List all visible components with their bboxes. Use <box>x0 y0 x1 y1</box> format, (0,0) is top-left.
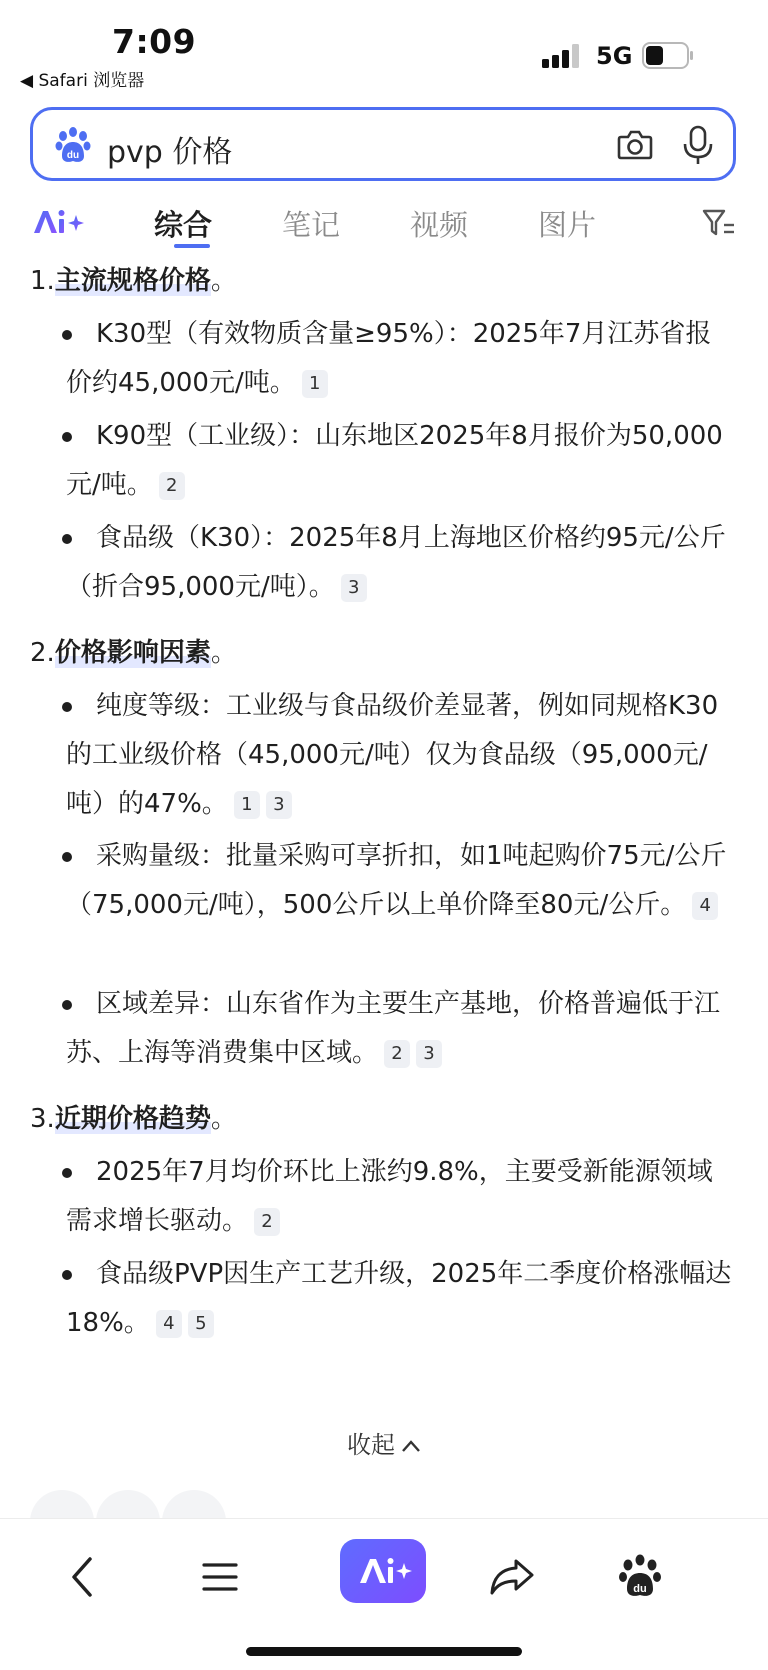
list-item: 区域差异：山东省作为主要生产基地，价格普遍低于江苏、上海等消费集中区域。 2 3 <box>66 980 734 1078</box>
active-tab-indicator <box>174 244 210 248</box>
ai-assistant-button[interactable] <box>340 1539 426 1603</box>
search-bar[interactable] <box>30 107 736 181</box>
answer-action-row <box>30 1490 230 1520</box>
home-indicator[interactable] <box>246 1647 522 1656</box>
svg-text:du: du <box>633 1583 647 1595</box>
camera-icon[interactable] <box>615 125 655 165</box>
citation-badge[interactable]: 2 <box>384 1040 410 1068</box>
citation-badge[interactable]: 4 <box>692 892 718 920</box>
status-time: 7:09 <box>112 22 197 61</box>
list-item: K90型（工业级）：山东地区2025年8月报价为50,000元/吨。 2 <box>66 412 734 510</box>
list-item: K30型（有效物质含量≥95%）：2025年7月江苏省报价约45,000元/吨。 1 <box>66 310 734 408</box>
filter-icon[interactable] <box>702 207 736 239</box>
tab-all[interactable]: 综合 <box>154 208 213 242</box>
svg-text:du: du <box>66 150 80 161</box>
tab-notes[interactable]: 笔记 <box>282 208 341 242</box>
collapse-button[interactable] <box>0 1425 768 1460</box>
battery-icon <box>642 42 694 69</box>
network-type: 5G <box>596 42 633 70</box>
chevron-up-icon <box>401 1439 421 1453</box>
search-tabs <box>0 195 768 255</box>
list-item: 纯度等级：工业级与食品级价差显著，例如同规格K30的工业级价格（45,000元/吨）仅为食品级（95,000元/吨）的47%。 1 3 <box>66 682 734 829</box>
ai-assistant-icon <box>340 1539 426 1603</box>
collapse-label: 收起 <box>347 1431 395 1459</box>
citation-badge[interactable]: 3 <box>266 791 292 819</box>
baidu-paw-icon[interactable] <box>610 1547 670 1607</box>
section-heading: 3.近期价格趋势。 <box>30 1104 237 1134</box>
list-item: 2025年7月均价环比上涨约9.8%，主要受新能源领域需求增长驱动。 2 <box>66 1148 734 1246</box>
citation-badge[interactable]: 2 <box>254 1208 280 1236</box>
citation-badge[interactable]: 3 <box>341 574 367 602</box>
section-heading: 2.价格影响因素。 <box>30 638 237 668</box>
tab-images[interactable]: 图片 <box>538 208 597 242</box>
back-to-safari-link[interactable]: ◀ Safari 浏览器 <box>20 71 145 91</box>
menu-icon[interactable] <box>190 1547 250 1607</box>
citation-badge[interactable]: 4 <box>156 1310 182 1338</box>
back-icon[interactable] <box>54 1547 114 1607</box>
list-item: 食品级PVP因生产工艺升级，2025年二季度价格涨幅达18%。 4 5 <box>66 1250 734 1348</box>
microphone-icon[interactable] <box>681 124 715 166</box>
baidu-paw-icon <box>55 126 91 164</box>
bottom-navigation <box>0 1518 768 1670</box>
citation-badge[interactable]: 2 <box>159 472 185 500</box>
citation-badge[interactable]: 1 <box>302 370 328 398</box>
section-heading: 1.主流规格价格。 <box>30 266 237 296</box>
list-item: 食品级（K30）：2025年8月上海地区价格约95元/公斤（折合95,000元/吨）。 3 <box>66 514 734 612</box>
citation-badge[interactable]: 1 <box>234 791 260 819</box>
status-bar <box>0 0 768 100</box>
citation-badge[interactable]: 3 <box>416 1040 442 1068</box>
search-input[interactable]: pvp 价格 <box>107 135 233 170</box>
cellular-signal-icon <box>542 44 584 68</box>
citation-badge[interactable]: 5 <box>188 1310 214 1338</box>
list-item: 采购量级：批量采购可享折扣，如1吨起购价75元/公斤（75,000元/吨），500公斤以上单价降至80元/公斤。 4 <box>66 832 734 930</box>
ai-plus-icon[interactable] <box>32 207 88 237</box>
tab-videos[interactable]: 视频 <box>410 208 469 242</box>
share-icon[interactable] <box>482 1547 542 1607</box>
